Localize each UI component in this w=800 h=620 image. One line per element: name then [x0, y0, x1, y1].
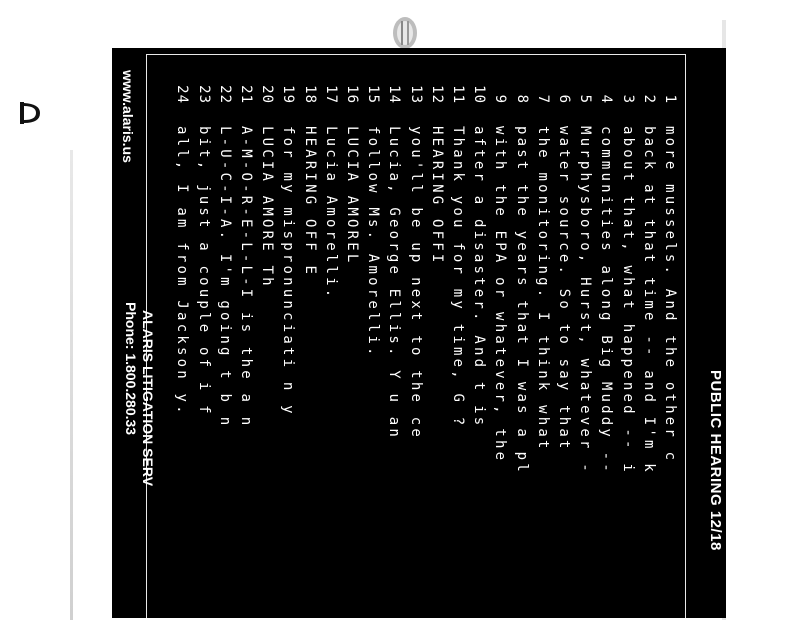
line-text: all, I am from Jackson y. — [174, 126, 191, 417]
line-number: 20 — [259, 85, 276, 104]
line-text: HEARING OFFI — [428, 126, 445, 266]
line-text: for my mispronunciati n y — [280, 126, 297, 417]
transcript-line — [489, 48, 511, 612]
line-text: LUCIA AMORE Th — [259, 126, 276, 289]
page-header-title: PUBLIC HEARING 12/18 — [707, 370, 724, 551]
line-text: water source. So to say that — [556, 126, 572, 452]
line-number: 1 — [662, 94, 678, 104]
transcript-line — [362, 48, 384, 612]
transcript-line — [320, 48, 342, 612]
line-text: A-M-O-R-E-L-L-I is the a n — [238, 126, 254, 429]
line-number: 23 — [195, 85, 212, 104]
line-number: 17 — [322, 85, 339, 104]
line-text: Thank you for my time, G ? — [450, 126, 466, 429]
line-text: with the EPA or whatever, the — [492, 126, 509, 464]
transcript-line — [426, 48, 448, 612]
scan-edge-left — [70, 150, 73, 620]
transcript-line — [214, 48, 236, 612]
line-number: 6 — [556, 94, 572, 104]
transcript-line — [638, 48, 660, 612]
line-number: 3 — [619, 94, 636, 104]
page-curl-icon — [18, 100, 44, 126]
transcript-line — [574, 48, 596, 612]
transcript-line — [447, 48, 469, 612]
line-number: 8 — [513, 94, 530, 104]
line-text: follow Ms. Amorelli. — [365, 126, 382, 359]
line-text: LUCIA AMOREL — [344, 126, 360, 266]
transcript-line — [341, 48, 363, 612]
line-number: 16 — [344, 85, 360, 104]
transcript-line — [235, 48, 257, 612]
line-number: 18 — [301, 85, 318, 104]
transcript-page — [112, 48, 726, 618]
line-text: bit, just a couple of i f — [195, 126, 212, 417]
footer-phone: Phone: 1.800.280.33 — [123, 302, 139, 436]
transcript-line — [532, 48, 554, 612]
line-number: 4 — [598, 94, 615, 104]
line-number: 15 — [365, 85, 382, 104]
footer-company: ALARIS LITIGATION SERV — [140, 310, 156, 487]
line-text: HEARING OFF E — [301, 126, 318, 278]
transcript-line — [659, 48, 681, 612]
line-text: communities along Big Muddy -- — [598, 126, 615, 475]
transcript-line — [405, 48, 427, 612]
transcript-line — [193, 48, 215, 612]
transcript-line — [595, 48, 617, 612]
line-text: you'll be up next to the ce — [407, 126, 424, 440]
line-number: 10 — [471, 85, 488, 104]
transcript-line — [511, 48, 533, 612]
rotated-page-content — [112, 48, 726, 612]
line-text: past the years that I was a pl — [513, 126, 530, 475]
line-number: 12 — [428, 85, 445, 104]
line-text: more mussels. And the other c — [662, 126, 678, 464]
line-number: 2 — [640, 94, 657, 104]
line-text: about that, what happened -- i — [619, 126, 636, 475]
line-text: the monitoring. I think what — [534, 126, 551, 452]
line-number: 5 — [577, 94, 594, 104]
transcript-line — [256, 48, 278, 612]
line-number: 13 — [407, 85, 424, 104]
line-number: 24 — [174, 85, 191, 104]
transcript-line — [277, 48, 299, 612]
line-text: Lucia, George Ellis. Y u an — [386, 126, 403, 440]
line-text: L-U-C-I-A. I'm going t b n — [216, 126, 233, 429]
line-number: 7 — [534, 94, 551, 104]
line-number: 9 — [492, 94, 509, 104]
transcript-line — [171, 48, 193, 612]
binder-hole-icon — [392, 16, 418, 50]
transcript-line — [468, 48, 490, 612]
line-text: Lucia Amorelli. — [322, 126, 339, 301]
line-number: 14 — [386, 85, 403, 104]
footer-website: www.alaris.us — [120, 70, 136, 163]
line-number: 21 — [238, 85, 254, 104]
transcript-line — [383, 48, 405, 612]
line-number: 22 — [216, 85, 233, 104]
line-number: 11 — [450, 85, 466, 104]
line-text: Murphysboro, Hurst, whatever - — [577, 126, 594, 475]
line-number: 19 — [280, 85, 297, 104]
transcript-line — [553, 48, 575, 612]
line-text: after a disaster. And t is — [471, 126, 488, 429]
line-text: back at that time -- and I'm k — [640, 126, 657, 475]
transcript-line — [617, 48, 639, 612]
transcript-line — [299, 48, 321, 612]
